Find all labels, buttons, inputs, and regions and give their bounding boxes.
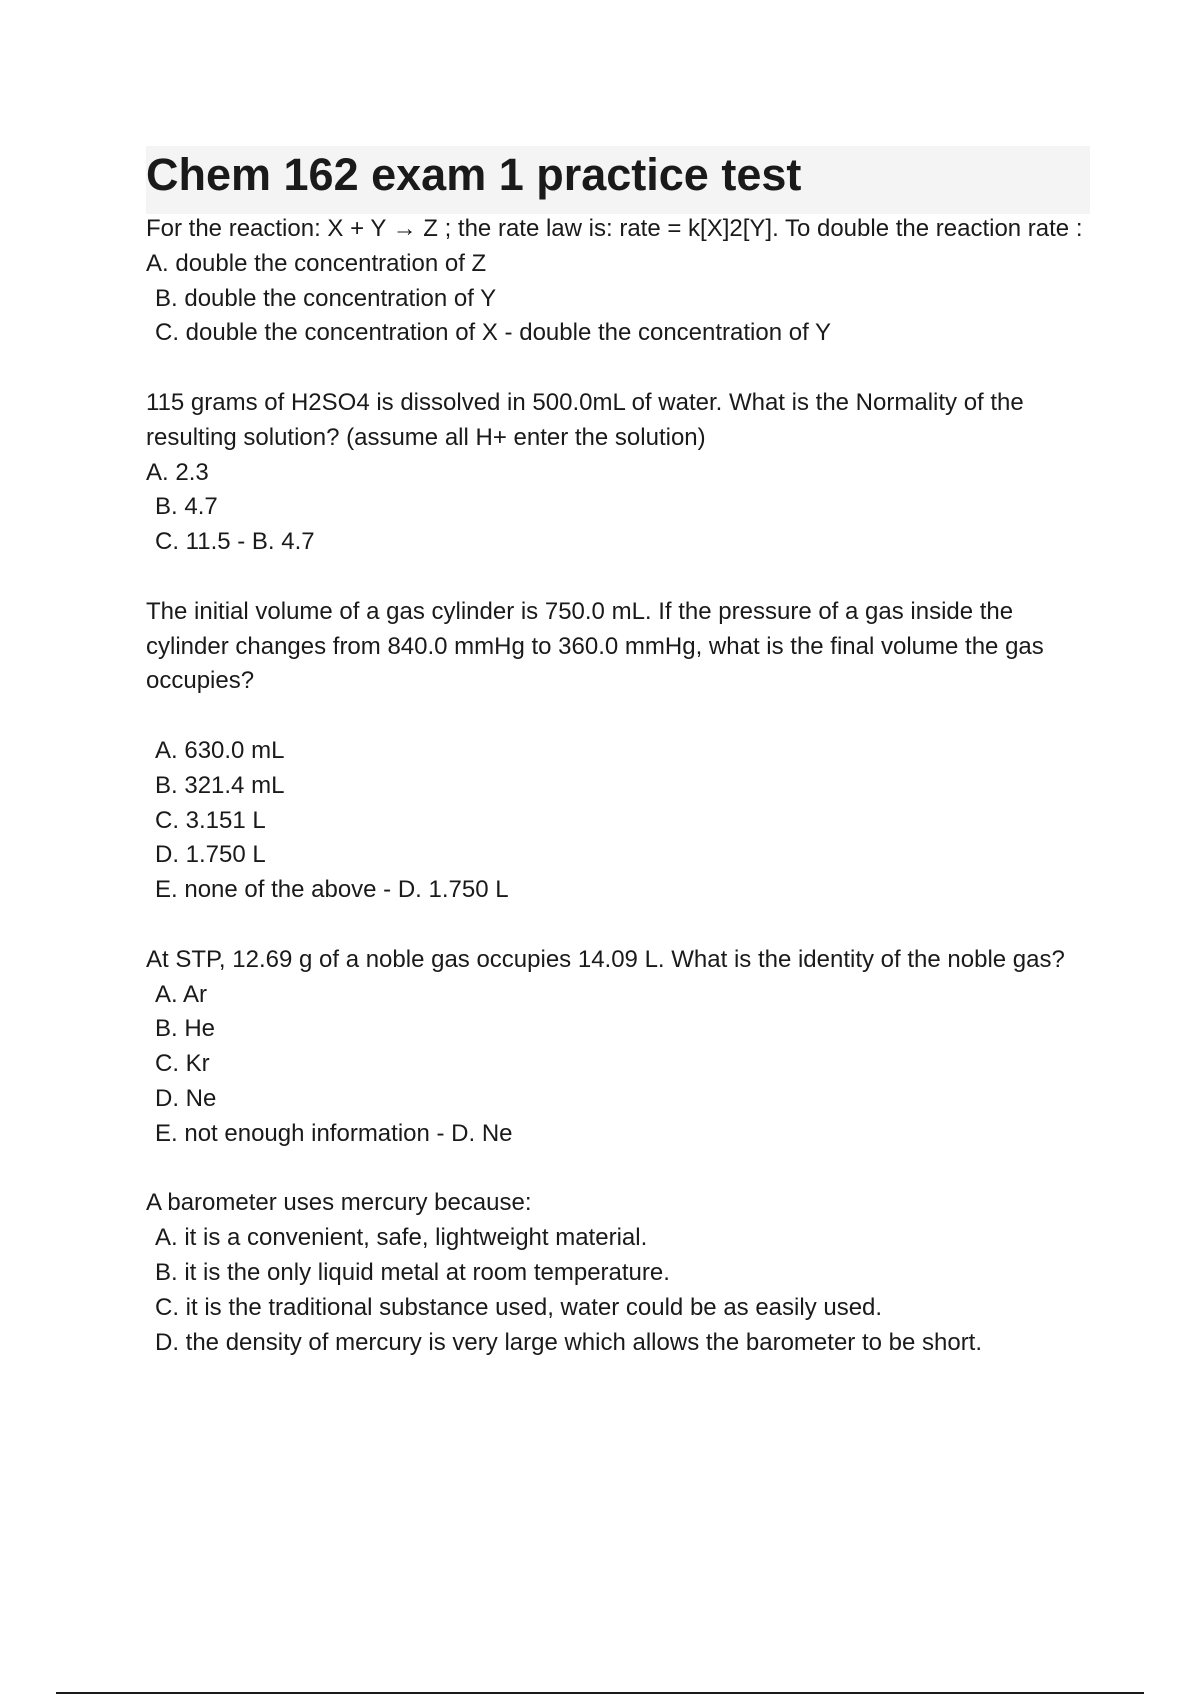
- answer-option: A. double the concentration of Z: [146, 249, 487, 277]
- question-stem: At STP, 12.69 g of a noble gas occupies 14.09 L. What is the identity of the noble gas?: [146, 945, 1065, 973]
- question-1: [146, 212, 1096, 351]
- question-stem: A barometer uses mercury because:: [146, 1189, 532, 1217]
- answer-option: E. none of the above - D. 1.750 L: [155, 876, 509, 904]
- answer-option: C. Kr: [155, 1050, 210, 1078]
- answer-option: A. it is a convenient, safe, lightweight material.: [155, 1224, 648, 1252]
- question-3: [146, 595, 1096, 908]
- answer-option: D. the density of mercury is very large which allows the barometer to be short.: [155, 1328, 983, 1356]
- question-4: [146, 943, 1096, 1152]
- answer-option: D. 1.750 L: [155, 841, 266, 869]
- answer-option: A. 630.0 mL: [155, 736, 285, 764]
- answer-option: E. not enough information - D. Ne: [155, 1119, 513, 1147]
- footer-divider: [56, 1692, 1144, 1694]
- question-stem: The initial volume of a gas cylinder is 750.0 mL. If the pressure of a gas inside the cylinder changes from 840.0 mmHg to 360.0 mmHg, what is the final volume the gas occupies?: [146, 597, 1044, 695]
- answer-option: A. 2.3: [146, 458, 209, 486]
- question-stem: For the reaction: X + Y → Z ; the rate law is: rate = k[X]2[Y]. To double the reaction rate :: [146, 215, 1083, 242]
- answer-option: C. 3.151 L: [155, 806, 266, 834]
- page-title: Chem 162 exam 1 practice test: [146, 149, 802, 200]
- answer-option: A. Ar: [155, 980, 208, 1008]
- answer-option: B. it is the only liquid metal at room temperature.: [155, 1258, 670, 1286]
- question-5: [146, 1186, 1096, 1360]
- answer-option: B. He: [155, 1015, 216, 1043]
- answer-option: B. double the concentration of Y: [155, 284, 497, 312]
- question-stem: 115 grams of H2SO4 is dissolved in 500.0mL of water. What is the Normality of the resulting solution? (assume all H+ enter the solution): [146, 388, 1024, 451]
- question-list: [146, 212, 1096, 1395]
- answer-option: B. 321.4 mL: [155, 771, 285, 799]
- question-2: [146, 386, 1096, 560]
- answer-option: D. Ne: [155, 1084, 217, 1112]
- answer-option: C. it is the traditional substance used, water could be as easily used.: [155, 1293, 883, 1321]
- answer-option: C. double the concentration of X - double the concentration of Y: [155, 319, 832, 347]
- answer-option: C. 11.5 - B. 4.7: [155, 528, 315, 556]
- answer-option: B. 4.7: [155, 493, 218, 521]
- blank-line: [146, 699, 1096, 734]
